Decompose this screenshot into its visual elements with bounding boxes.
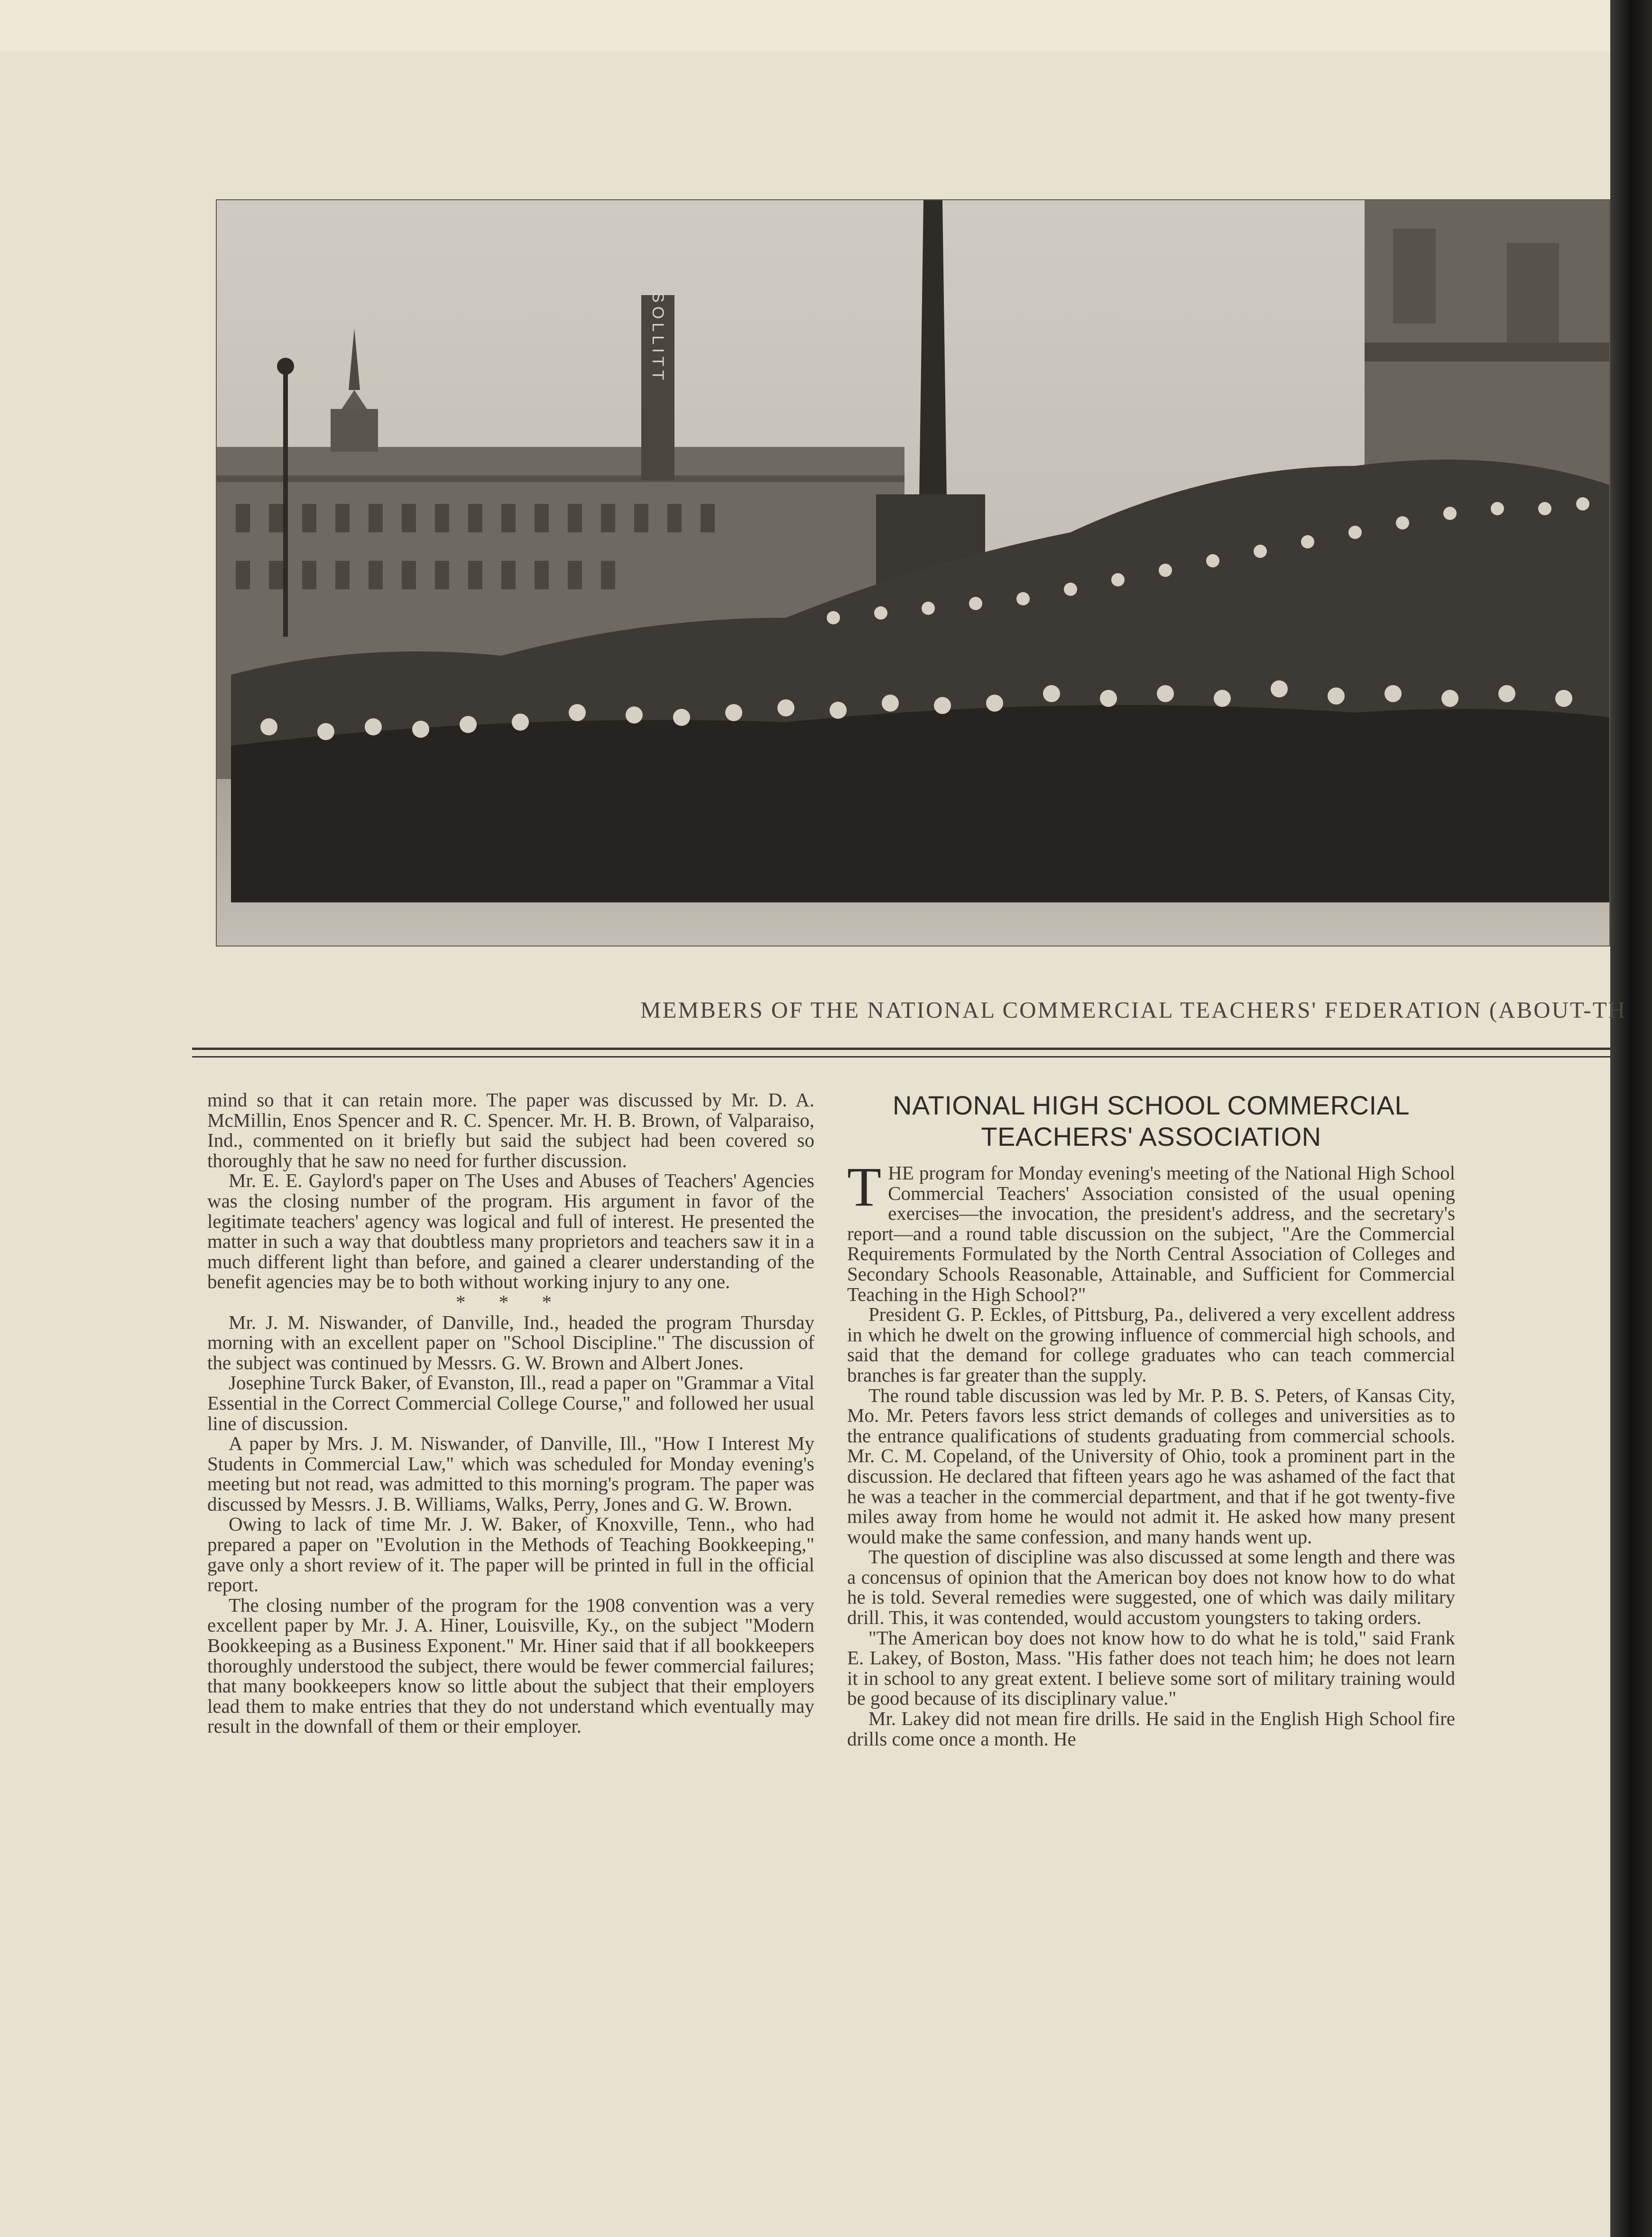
divider-rule-thin — [192, 1056, 1610, 1058]
monument-obelisk — [919, 200, 947, 532]
lamp-post — [283, 371, 288, 637]
photo-caption: MEMBERS OF THE NATIONAL COMMERCIAL TEACHERS' FEDERATION (ABOUT-TH — [640, 997, 1627, 1023]
lead-paragraph-text: HE program for Monday evening's meeting of the National High School Commercial Teachers' Association consisted of the usual opening exercises—the invocation, the president's address, and the secretary's report—and a round table discussion on the subject, "Are the Commercial Requirements Formulated by the North Central Association of Colleges and Secondary Schools Reasonable, Attainable, and Sufficient for Commercial Teaching in the High School?" — [847, 1162, 1455, 1305]
paragraph: "The American boy does not know how to do what he is told," said Frank E. Lakey, of Boston, Mass. "His father does not teach him; he does not learn it in school to any great extent. I believe some sort of military training would be good because of its disciplinary value." — [847, 1626, 1455, 1709]
article-headline: NATIONAL HIGH SCHOOL COMMERCIAL TEACHERS' ASSOCIATION — [893, 1090, 1410, 1151]
paragraph: The round table discussion was led by Mr. P. B. S. Peters, of Kansas City, Mo. Mr. Peters favors less strict demands of colleges and universities as to the entrance qualifications of students graduating from commercial schools. Mr. C. M. Copeland, of the University of Ohio, took a prominent part in the discussion. He declared that fifteen years ago he was ashamed of the fact that he was a teacher in the commercial department, and that if he got twenty-five miles away from home he would not admit it. He asked how many present would make the same confession, and many hands went up. — [847, 1384, 1455, 1548]
paper-top-margin — [0, 0, 1610, 51]
book-gutter — [1610, 0, 1652, 2237]
drop-cap: T — [847, 1156, 882, 1218]
section-separator: * * * — [456, 1290, 566, 1313]
paragraph: A paper by Mrs. J. M. Niswander, of Danville, Ill., "How I Interest My Students in Commercial Law," which was scheduled for Monday evening's meeting but not read, was admitted to this morning's program. The paper was discussed by Messrs. J. B. Williams, Walks, Perry, Jones and G. W. Brown. — [207, 1432, 814, 1515]
group-photograph — [216, 199, 1610, 947]
divider-rule-thick — [192, 1048, 1610, 1050]
paragraph: Mr. E. E. Gaylord's paper on The Uses and Abuses of Teachers' Agencies was the closing number of the program. His argument in favor of the legitimate teachers' agency was logical and full of interest. He presented the matter in such a way that doubtless many proprietors and teachers saw it in a much different light than before, and gained a clearer understanding of the benefit agencies may be to both without working injury to any one. — [207, 1170, 814, 1293]
paragraph: Mr. J. M. Niswander, of Danville, Ind., headed the program Thursday morning with an excellent paper on "School Discipline." The discussion of the subject was continued by Messrs. G. W. Brown and Albert Jones. — [207, 1311, 814, 1374]
right-column — [847, 1090, 1455, 1749]
paragraph: President G. P. Eckles, of Pittsburg, Pa., delivered a very excellent address in which he dwelt on the growing influence of commercial high schools, and said that the demand for college graduates who can teach commercial branches is far greater than the supply. — [847, 1303, 1455, 1386]
paragraph: The question of discipline was also discussed at some length and there was a concensus of opinion that the American boy does not know how to do what he is told. Several remedies were suggested, one of which was daily military drill. This, it was contended, would accustom youngsters to taking orders. — [847, 1546, 1455, 1629]
paragraph: The closing number of the program for the 1908 convention was a very excellent paper by Mr. J. A. Hiner, Louisville, Ky., on the subject "Modern Bookkeeping as a Business Exponent." Mr. Hiner said that if all bookkeepers thoroughly understood the subject, there would be fewer commercial failures; that many bookkeepers know so little about the subject that their employers lead them to make entries that they do not understand which eventually may result in the downfall of them or their employer. — [207, 1594, 814, 1737]
left-column — [207, 1090, 814, 1736]
paragraph: mind so that it can retain more. The paper was discussed by Mr. D. A. McMillin, Enos Spencer and R. C. Spencer. Mr. H. B. Brown, of Valparaiso, Ind., commented on it briefly but said the subject had been covered so thoroughly that he saw no need for further discussion. — [207, 1089, 814, 1171]
paragraph: Mr. Lakey did not mean fire drills. He said in the English High School fire drills come once a month. He — [847, 1708, 1455, 1750]
paragraph: Josephine Turck Baker, of Evanston, Ill., read a paper on "Grammar a Vital Essential in the Correct Commercial College Course," and followed her usual line of discussion. — [207, 1372, 814, 1434]
lead-paragraph — [847, 1156, 1455, 1305]
paragraph: Owing to lack of time Mr. J. W. Baker, of Knoxville, Tenn., who had prepared a paper on "Evolution in the Methods of Teaching Bookkeeping," gave only a short review of it. The paper will be printed in full in the official report. — [207, 1513, 814, 1596]
smokestack-sign: SOLLITT — [649, 292, 667, 384]
